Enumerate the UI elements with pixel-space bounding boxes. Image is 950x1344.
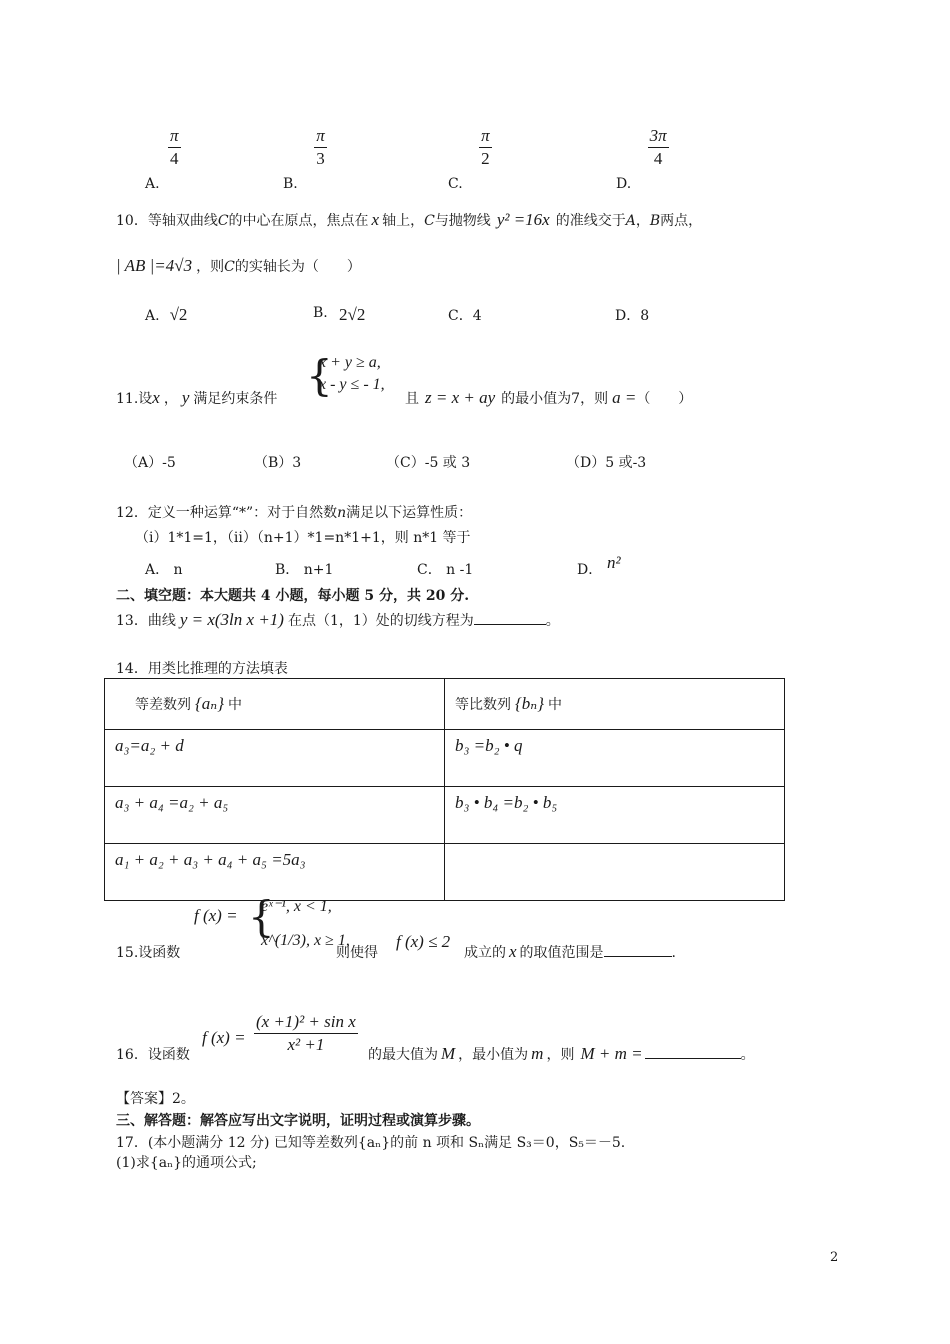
q12-stem: 12．定义一种运算“*”：对于自然数n满足以下运算性质： [116, 505, 473, 521]
q16-answer-blank[interactable] [645, 1058, 741, 1059]
section-heading-solutions: 三、解答题：解答应写出文字说明，证明过程或演算步骤。 [116, 1113, 480, 1129]
q13-stem: 13．曲线 y = x(3ln x +1) 在点（1，1）处的切线方程为 。 [116, 610, 560, 629]
q12-options: A． n B． n+1 C． n -1 D． n² [145, 553, 621, 578]
table-cell: a₃=a₂ + d [105, 730, 445, 787]
analogy-table [104, 678, 785, 901]
q9-option-c: C. $\frac{\pi}{2}$ [448, 126, 490, 192]
table-row [105, 679, 785, 730]
q9-option-a: A. $\frac{\pi}{4}$ [145, 126, 179, 192]
q16-stem: 16．设函数 f (x) = $\frac{\text{(x +1)² + sin x}}{\text{x² +1}}$ 的最大值为 M ，最小值为 m ，则 M + m = 。 [116, 1012, 755, 1063]
table-header-cell: 等比数列 {bₙ} 中 [445, 679, 785, 730]
q15-answer-blank[interactable] [604, 956, 672, 957]
table-cell: a₃ + a₄ =a₂ + a₅ [105, 787, 445, 844]
q10-stem-2: | AB |=4√3 ，则C的实轴长为（ ） [116, 256, 361, 275]
q13-answer-blank[interactable] [474, 624, 546, 625]
table-row [105, 787, 785, 844]
q10-stem: 10．等轴双曲线C的中心在原点，焦点在 x 轴上，C与抛物线 y² =16x 的准线交于A，B两点， [116, 210, 703, 229]
table-cell: b₃ • b₄ =b₂ • b₅ [445, 787, 785, 844]
q9-option-d: D. $\frac{3\pi}{4}$ [616, 126, 667, 192]
q14-title: 14．用类比推理的方法填表 [116, 661, 288, 677]
q17-stem: 17．(本小题满分 12 分) 已知等差数列{aₙ}的前 n 项和 Sₙ满足 S₃＝0，S₅＝－5. [116, 1135, 626, 1151]
page-number: 2 [830, 1250, 839, 1265]
q10-options: A. √2 B. 2√2 C．4 D．8 [145, 305, 650, 324]
table-cell: b₃ =b₂ • q [445, 730, 785, 787]
table-header-cell: 等差数列 {aₙ} 中 [105, 679, 445, 730]
q12-stem-2: （i）1*1=1，（ii）（n+1）*1=n*1+1，则 n*1 等于 [135, 530, 471, 546]
q15-stem: f (x) = { eˣ⁻¹, x < 1, x^(1/3), x ≥ 1, 15.设函数 则使得 f (x) ≤ 2 成立的 x 的取值范围是 . [116, 892, 676, 961]
section-heading-fill-in: 二、填空题：本大题共 4 小题，每小题 5 分，共 20 分. [116, 588, 470, 604]
q11-options: （A）-5 （B）3 （C）-5 或 3 （D）5 或-3 [124, 455, 647, 471]
table-cell: a₁ + a₂ + a₃ + a₄ + a₅ =5a₃ [105, 844, 445, 901]
table-row [105, 730, 785, 787]
q17-part1: (1)求{aₙ}的通项公式; [116, 1155, 257, 1171]
answer-line: 【答案】2。 [116, 1091, 195, 1107]
q9-option-b: B. $\frac{\pi}{3}$ [283, 126, 325, 192]
